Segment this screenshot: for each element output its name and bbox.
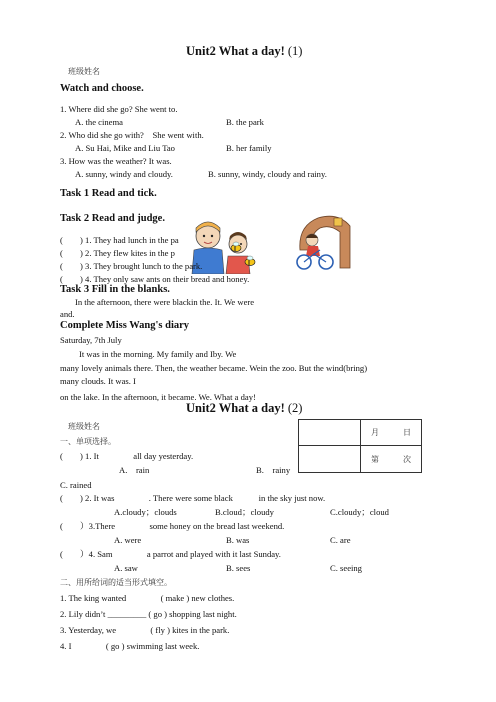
- question-2: 2. Who did she go with? She went with.: [60, 130, 204, 140]
- choice-2-option-b: B.cloud；cloudy: [215, 507, 274, 517]
- boy-on-bicycle-illustration: [294, 210, 356, 272]
- choice-2-option-c: C.cloudy；cloud: [330, 507, 389, 517]
- judge-statement-3: ( ) 3. They brought lunch to the park.: [60, 261, 203, 271]
- choice-2-option-a: A.cloudy；clouds: [114, 507, 177, 517]
- choice-3-option-a: A. were: [114, 535, 142, 545]
- day-label: 日: [403, 428, 411, 437]
- diary-line-2: many lovely animals there. Then, the weather became. Wein the zoo. But the wind(bring): [60, 363, 368, 373]
- choice-question-4: ( ）4. Sam a parrot and played with it last Sunday.: [60, 549, 281, 559]
- judge-statement-1: ( ) 1. They had lunch in the pa: [60, 235, 179, 245]
- fill-blank-1: 1. The king wanted ( make ) new clothes.: [60, 593, 235, 603]
- task3-line-1: In the afternoon, there were blackin the. It. We were: [75, 297, 255, 307]
- date-box: [298, 419, 422, 473]
- section-2-heading: 二、用所给词的适当形式填空。: [60, 578, 172, 587]
- fill-blank-2: 2. Lily didn’t _________ ( go ) shopping last night.: [60, 609, 237, 619]
- question-2-option-a: A. Su Hai, Mike and Liu Tao: [75, 143, 175, 153]
- choice-3-option-c: C. are: [330, 535, 351, 545]
- task3-heading: Task 3 Fill in the blanks.: [60, 284, 170, 295]
- page-title: Unit2 What a day! (1): [186, 44, 303, 58]
- question-3: 3. How was the weather? It was.: [60, 156, 172, 166]
- diary-heading: Complete Miss Wang's diary: [60, 320, 190, 331]
- question-2-option-b: B. her family: [226, 143, 272, 153]
- question-3-option-b: B. sunny, windy, cloudy and rainy.: [208, 169, 327, 179]
- question-1-option-a: A. the cinema: [75, 117, 123, 127]
- choice-1-option-c: C. rained: [60, 480, 92, 490]
- fill-blank-4: 4. I ( go ) swimming last week.: [60, 641, 200, 651]
- month-label: 月: [371, 428, 379, 437]
- task1-heading: Task 1 Read and tick.: [60, 188, 157, 199]
- di-label: 第: [371, 455, 379, 464]
- bees-illustration: [228, 240, 258, 270]
- choice-4-option-c: C. seeing: [330, 563, 362, 573]
- watch-heading: Watch and choose.: [60, 83, 144, 94]
- choice-1-option-b: B. rainy: [256, 465, 291, 475]
- page-title-2: Unit2 What a day! (2): [186, 401, 303, 415]
- ci-label: 次: [403, 455, 411, 464]
- judge-statement-4: ( ) 4. They only saw ants on their bread and honey.: [60, 274, 250, 284]
- choice-3-option-b: B. was: [226, 535, 250, 545]
- choice-question-3: ( ）3.There some honey on the bread last weekend.: [60, 521, 285, 531]
- diary-date: Saturday, 7th July: [60, 335, 122, 345]
- diary-line-3: many clouds. It was. I: [60, 376, 136, 386]
- choice-1-option-a: A. rain: [119, 465, 150, 475]
- diary-line-4: on the lake. In the afternoon, it became. We. What a day!: [60, 392, 256, 402]
- choice-4-option-a: A. saw: [114, 563, 138, 573]
- diary-line-1: It was in the morning. My family and Iby. We: [79, 349, 237, 359]
- section-1-heading: 一、单项选择。: [60, 437, 116, 446]
- choice-question-2: ( ) 2. It was . There were some black in the sky just now.: [60, 493, 326, 503]
- choice-question-1: ( ) 1. It all day yesterday.: [60, 451, 194, 461]
- class-name-line-2: 班级姓名: [68, 422, 100, 431]
- choice-4-option-b: B. sees: [226, 563, 251, 573]
- question-3-option-a: A. sunny, windy and cloudy.: [75, 169, 173, 179]
- judge-statement-2: ( ) 2. They flew kites in the p: [60, 248, 175, 258]
- question-1: 1. Where did she go? She went to.: [60, 104, 178, 114]
- task3-line-2: and.: [60, 309, 75, 319]
- class-name-line: 班级姓名: [68, 67, 100, 76]
- fill-blank-3: 3. Yesterday, we ( fly ) kites in the park.: [60, 625, 230, 635]
- question-1-option-b: B. the park: [226, 117, 264, 127]
- task2-heading: Task 2 Read and judge.: [60, 213, 165, 224]
